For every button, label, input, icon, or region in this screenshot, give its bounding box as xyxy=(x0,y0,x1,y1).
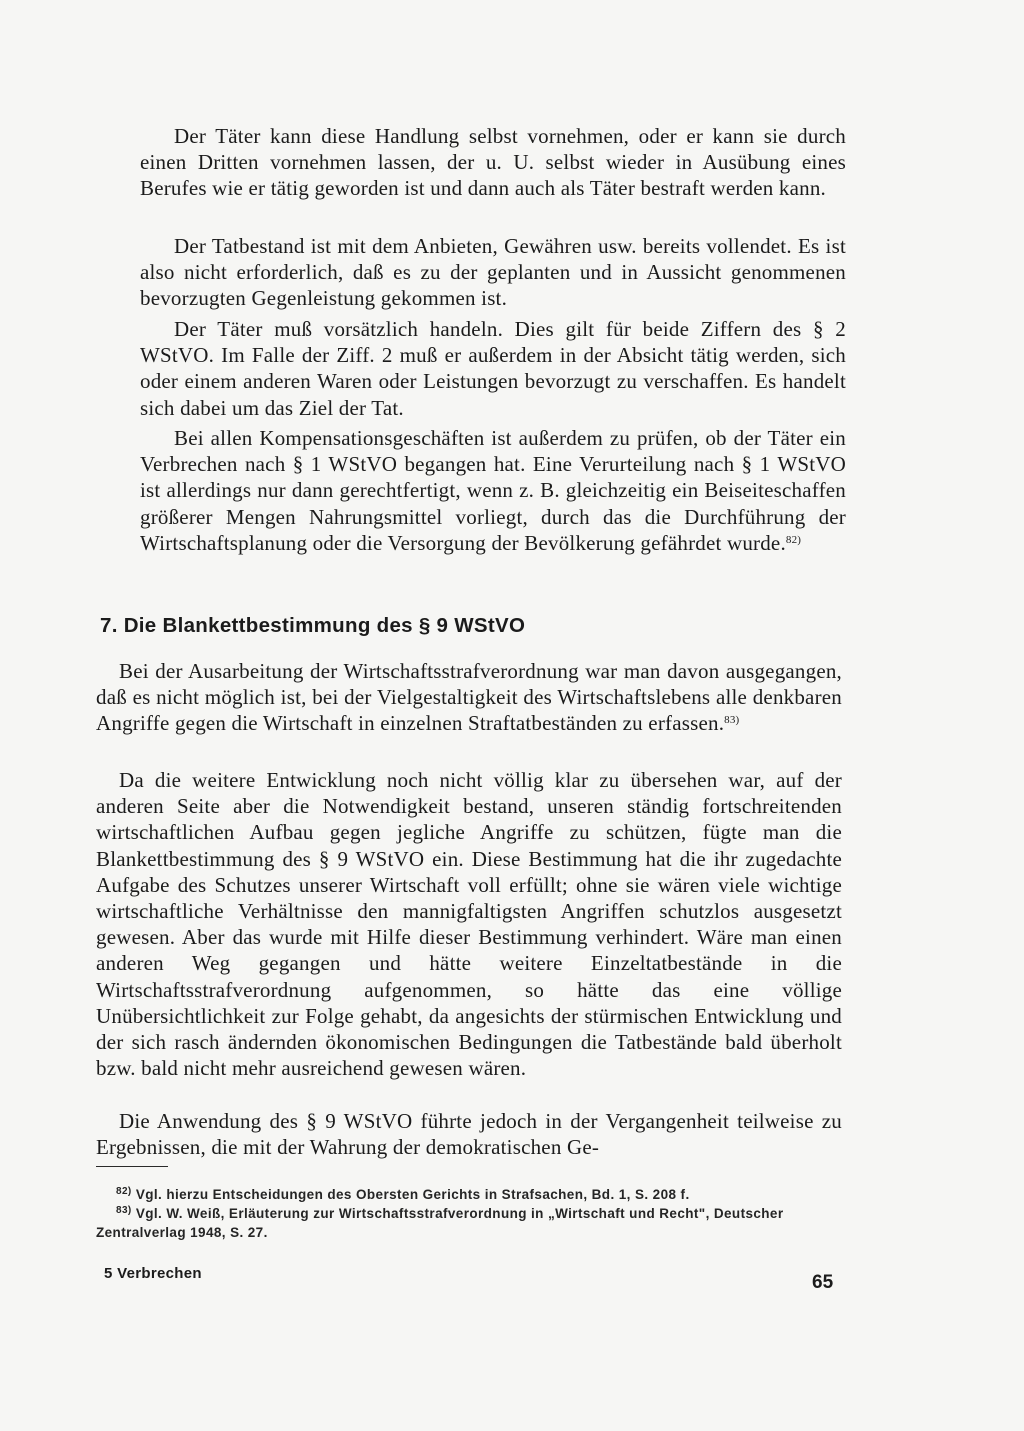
body-paragraph-4-text: Bei allen Kompensationsgeschäften ist außerdem zu prüfen, ob der Täter ein Verbrechen nach § 1 WStVO begangen hat. Eine Verurteilung nach § 1 WStVO ist allerdings nur dann gerechtfertigt, wenn z. B. gleichzeitig ein Beiseiteschaffen größerer Mengen Nahrungsmittel vorliegt, durch das die Durchführung der Wirtschaftsplanung oder die Versorgung der Bevölkerung gefährdet wurde. xyxy=(140,426,846,555)
footnote-83-text: Vgl. W. Weiß, Erläuterung zur Wirtschaftsstrafverordnung in „Wirtschaft und Recht", Deutscher Zentralverlag 1948, S. 27. xyxy=(96,1206,784,1240)
signature-mark: 5 Verbrechen xyxy=(104,1265,202,1282)
footnote-ref-82: 82) xyxy=(785,533,802,546)
footnote-83 xyxy=(96,1204,842,1242)
footnote-divider xyxy=(96,1166,168,1167)
body-paragraph-3: Der Täter muß vorsätzlich handeln. Dies gilt für beide Ziffern des § 2 WStVO. Im Falle der Ziff. 2 muß er außerdem in der Absicht tätig werden, sich oder einem anderen Waren oder Leistungen bevorzugt zu verschaffen. Es handelt sich dabei um das Ziel der Tat. xyxy=(140,317,846,420)
body-paragraph-6: Da die weitere Entwicklung noch nicht völlig klar zu übersehen war, auf der anderen Seite aber die Notwendigkeit bestand, unseren ständig fortschreitenden wirtschaftlichen Aufbau gegen jegliche Angriffe zu schützen, fügte man die Blankettbestimmung des § 9 WStVO ein. Diese Bestimmung hat die ihr zugedachte Aufgabe des Schutzes unserer Wirtschaft voll erfüllt; ohne sie wären viele wichtige wirtschaftliche Verhältnisse den mannigfaltigsten Angriffen schutzlos ausgesetzt gewesen. Aber das wurde mit Hilfe dieser Bestimmung verhindert. Wäre man einen anderen Weg gegangen und hätte weitere Einzeltatbestände in die Wirtschaftsstrafverordnung aufgenommen, so hätte das eine völlige Unübersichtlichkeit zur Folge gehabt, da angesichts der stürmischen Entwicklung und der sich rasch ändernden ökonomischen Bedingungen die Tatbestände bald überholt bzw. bald nicht mehr ausreichend gewesen wären. xyxy=(96,768,842,1081)
body-paragraph-2: Der Tatbestand ist mit dem Anbieten, Gewähren usw. bereits vollendet. Es ist also nicht erforderlich, daß es zu der geplanten und in Aussicht genommenen bevorzugten Gegenleistung gekommen ist. xyxy=(140,234,846,311)
body-paragraph-7: Die Anwendung des § 9 WStVO führte jedoch in der Vergangenheit teilweise zu Ergebnissen, die mit der Wahrung der demokratischen Ge- xyxy=(96,1109,842,1160)
footnote-82-text: Vgl. hierzu Entscheidungen des Obersten Gerichts in Strafsachen, Bd. 1, S. 208 f. xyxy=(135,1187,690,1202)
footnote-82-mark: 82) xyxy=(116,1186,132,1197)
body-paragraph-5 xyxy=(96,658,842,737)
body-paragraph-5-text: Bei der Ausarbeitung der Wirtschaftsstrafverordnung war man davon ausgegangen, daß es nicht möglich ist, bei der Vielgestaltigkeit des Wirtschaftslebens alle denkbaren Angriffe gegen die Wirtschaft in einzelnen Straftatbeständen zu erfassen. xyxy=(96,659,842,736)
footnote-ref-83: 83) xyxy=(724,714,740,727)
body-paragraph-4 xyxy=(140,425,846,556)
page-number: 65 xyxy=(812,1272,834,1293)
section-heading: 7. Die Blankettbestimmung des § 9 WStVO xyxy=(100,614,526,637)
footnote-83-mark: 83) xyxy=(116,1205,132,1216)
footnote-82 xyxy=(96,1185,836,1204)
body-paragraph-1: Der Täter kann diese Handlung selbst vornehmen, oder er kann sie durch einen Dritten vornehmen lassen, der u. U. selbst wieder in Ausübung eines Berufes wie er tätig geworden ist und dann auch als Täter bestraft werden kann. xyxy=(140,124,846,201)
